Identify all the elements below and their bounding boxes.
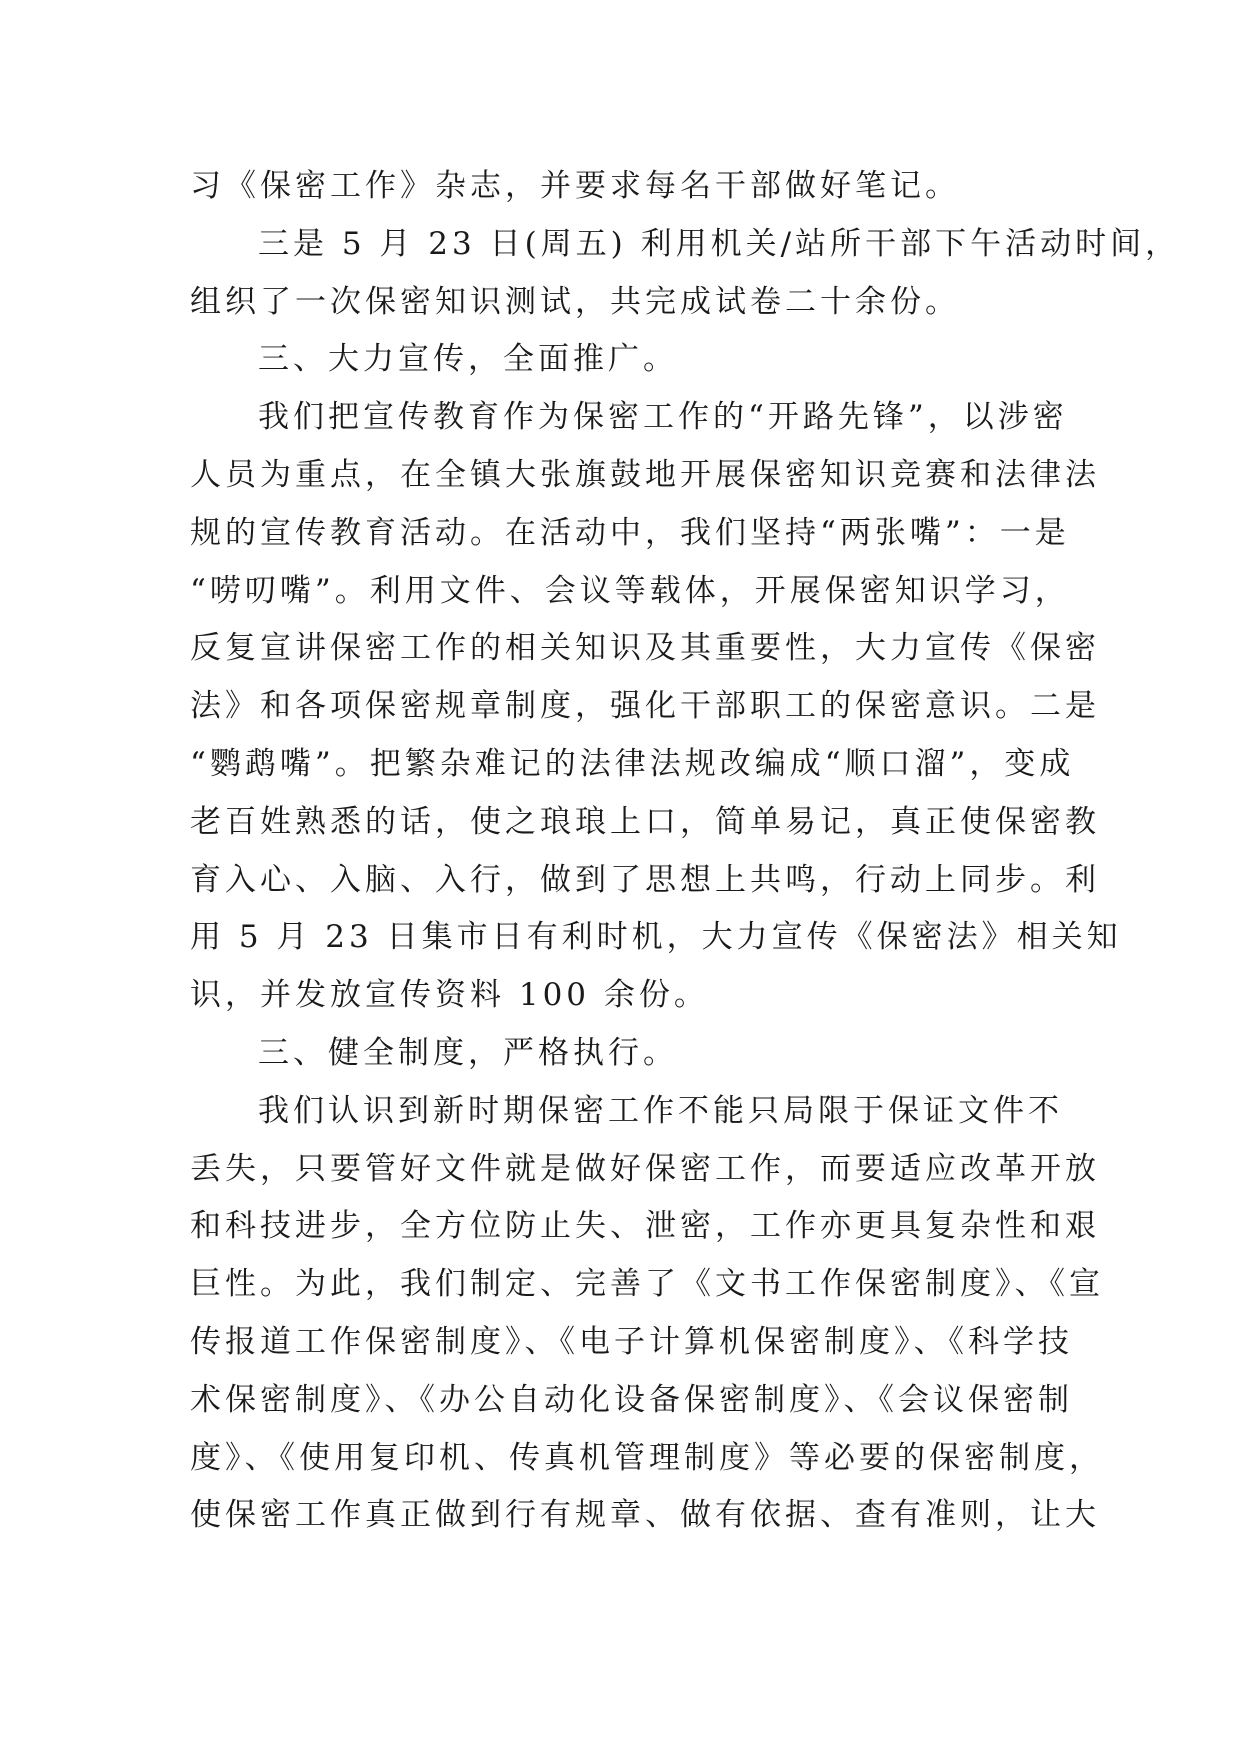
text-line: 我们把宣传教育作为保密工作的“开路先锋”，以涉密 — [258, 399, 1068, 436]
text-line: 用 5 月 23 日集市日有利时机，大力宣传《保密法》相关知 — [190, 919, 1122, 956]
text-line: 使保密工作真正做到行有规章、做有依据、查有准则，让大 — [190, 1497, 1100, 1534]
text-line: 我们认识到新时期保密工作不能只局限于保证文件不 — [258, 1092, 1063, 1129]
text-line: 老百姓熟悉的话，使之琅琅上口，简单易记，真正使保密教 — [190, 803, 1100, 840]
text-line: 育入心、入脑、入行，做到了思想上共鸣，行动上同步。利 — [190, 861, 1100, 898]
text-line: 法》和各项保密规章制度，强化干部职工的保密意识。二是 — [190, 688, 1100, 725]
text-line: 丢失，只要管好文件就是做好保密工作，而要适应改革开放 — [190, 1150, 1100, 1187]
text-line: 度》、《使用复印机、传真机管理制度》等必要的保密制度， — [190, 1439, 1104, 1476]
text-line: 和科技进步，全方位防止失、泄密，工作亦更具复杂性和艰 — [190, 1208, 1100, 1245]
text-line: 识，并发放宣传资料 100 余份。 — [190, 977, 709, 1014]
section-heading: 三、大力宣传，全面推广。 — [258, 341, 678, 378]
text-line: 习《保密工作》杂志，并要求每名干部做好笔记。 — [190, 168, 960, 204]
text-line: 规的宣传教育活动。在活动中，我们坚持“两张嘴”：一是 — [190, 514, 1070, 551]
text-line: 人员为重点，在全镇大张旗鼓地开展保密知识竞赛和法律法 — [190, 456, 1100, 493]
text-line: 三是 5 月 23 日(周五) 利用机关/站所干部下午活动时间， — [258, 225, 1181, 262]
text-line: 组织了一次保密知识测试，共完成试卷二十余份。 — [190, 283, 960, 320]
text-line: 术保密制度》、《办公自动化设备保密制度》、《会议保密制 — [190, 1381, 1073, 1418]
document-body — [190, 158, 1181, 1545]
text-line: “鹦鹉嘴”。把繁杂难记的法律法规改编成“顺口溜”，变成 — [190, 745, 1075, 782]
text-line: 巨性。为此，我们制定、完善了《文书工作保密制度》、《宣 — [190, 1266, 1104, 1303]
section-heading: 三、健全制度，严格执行。 — [258, 1034, 678, 1071]
text-line: 传报道工作保密制度》、《电子计算机保密制度》、《科学技 — [190, 1323, 1073, 1360]
text-line: 反复宣讲保密工作的相关知识及其重要性，大力宣传《保密 — [190, 630, 1100, 667]
text-line: “唠叨嘴”。利用文件、会议等载体，开展保密知识学习， — [190, 572, 1070, 609]
